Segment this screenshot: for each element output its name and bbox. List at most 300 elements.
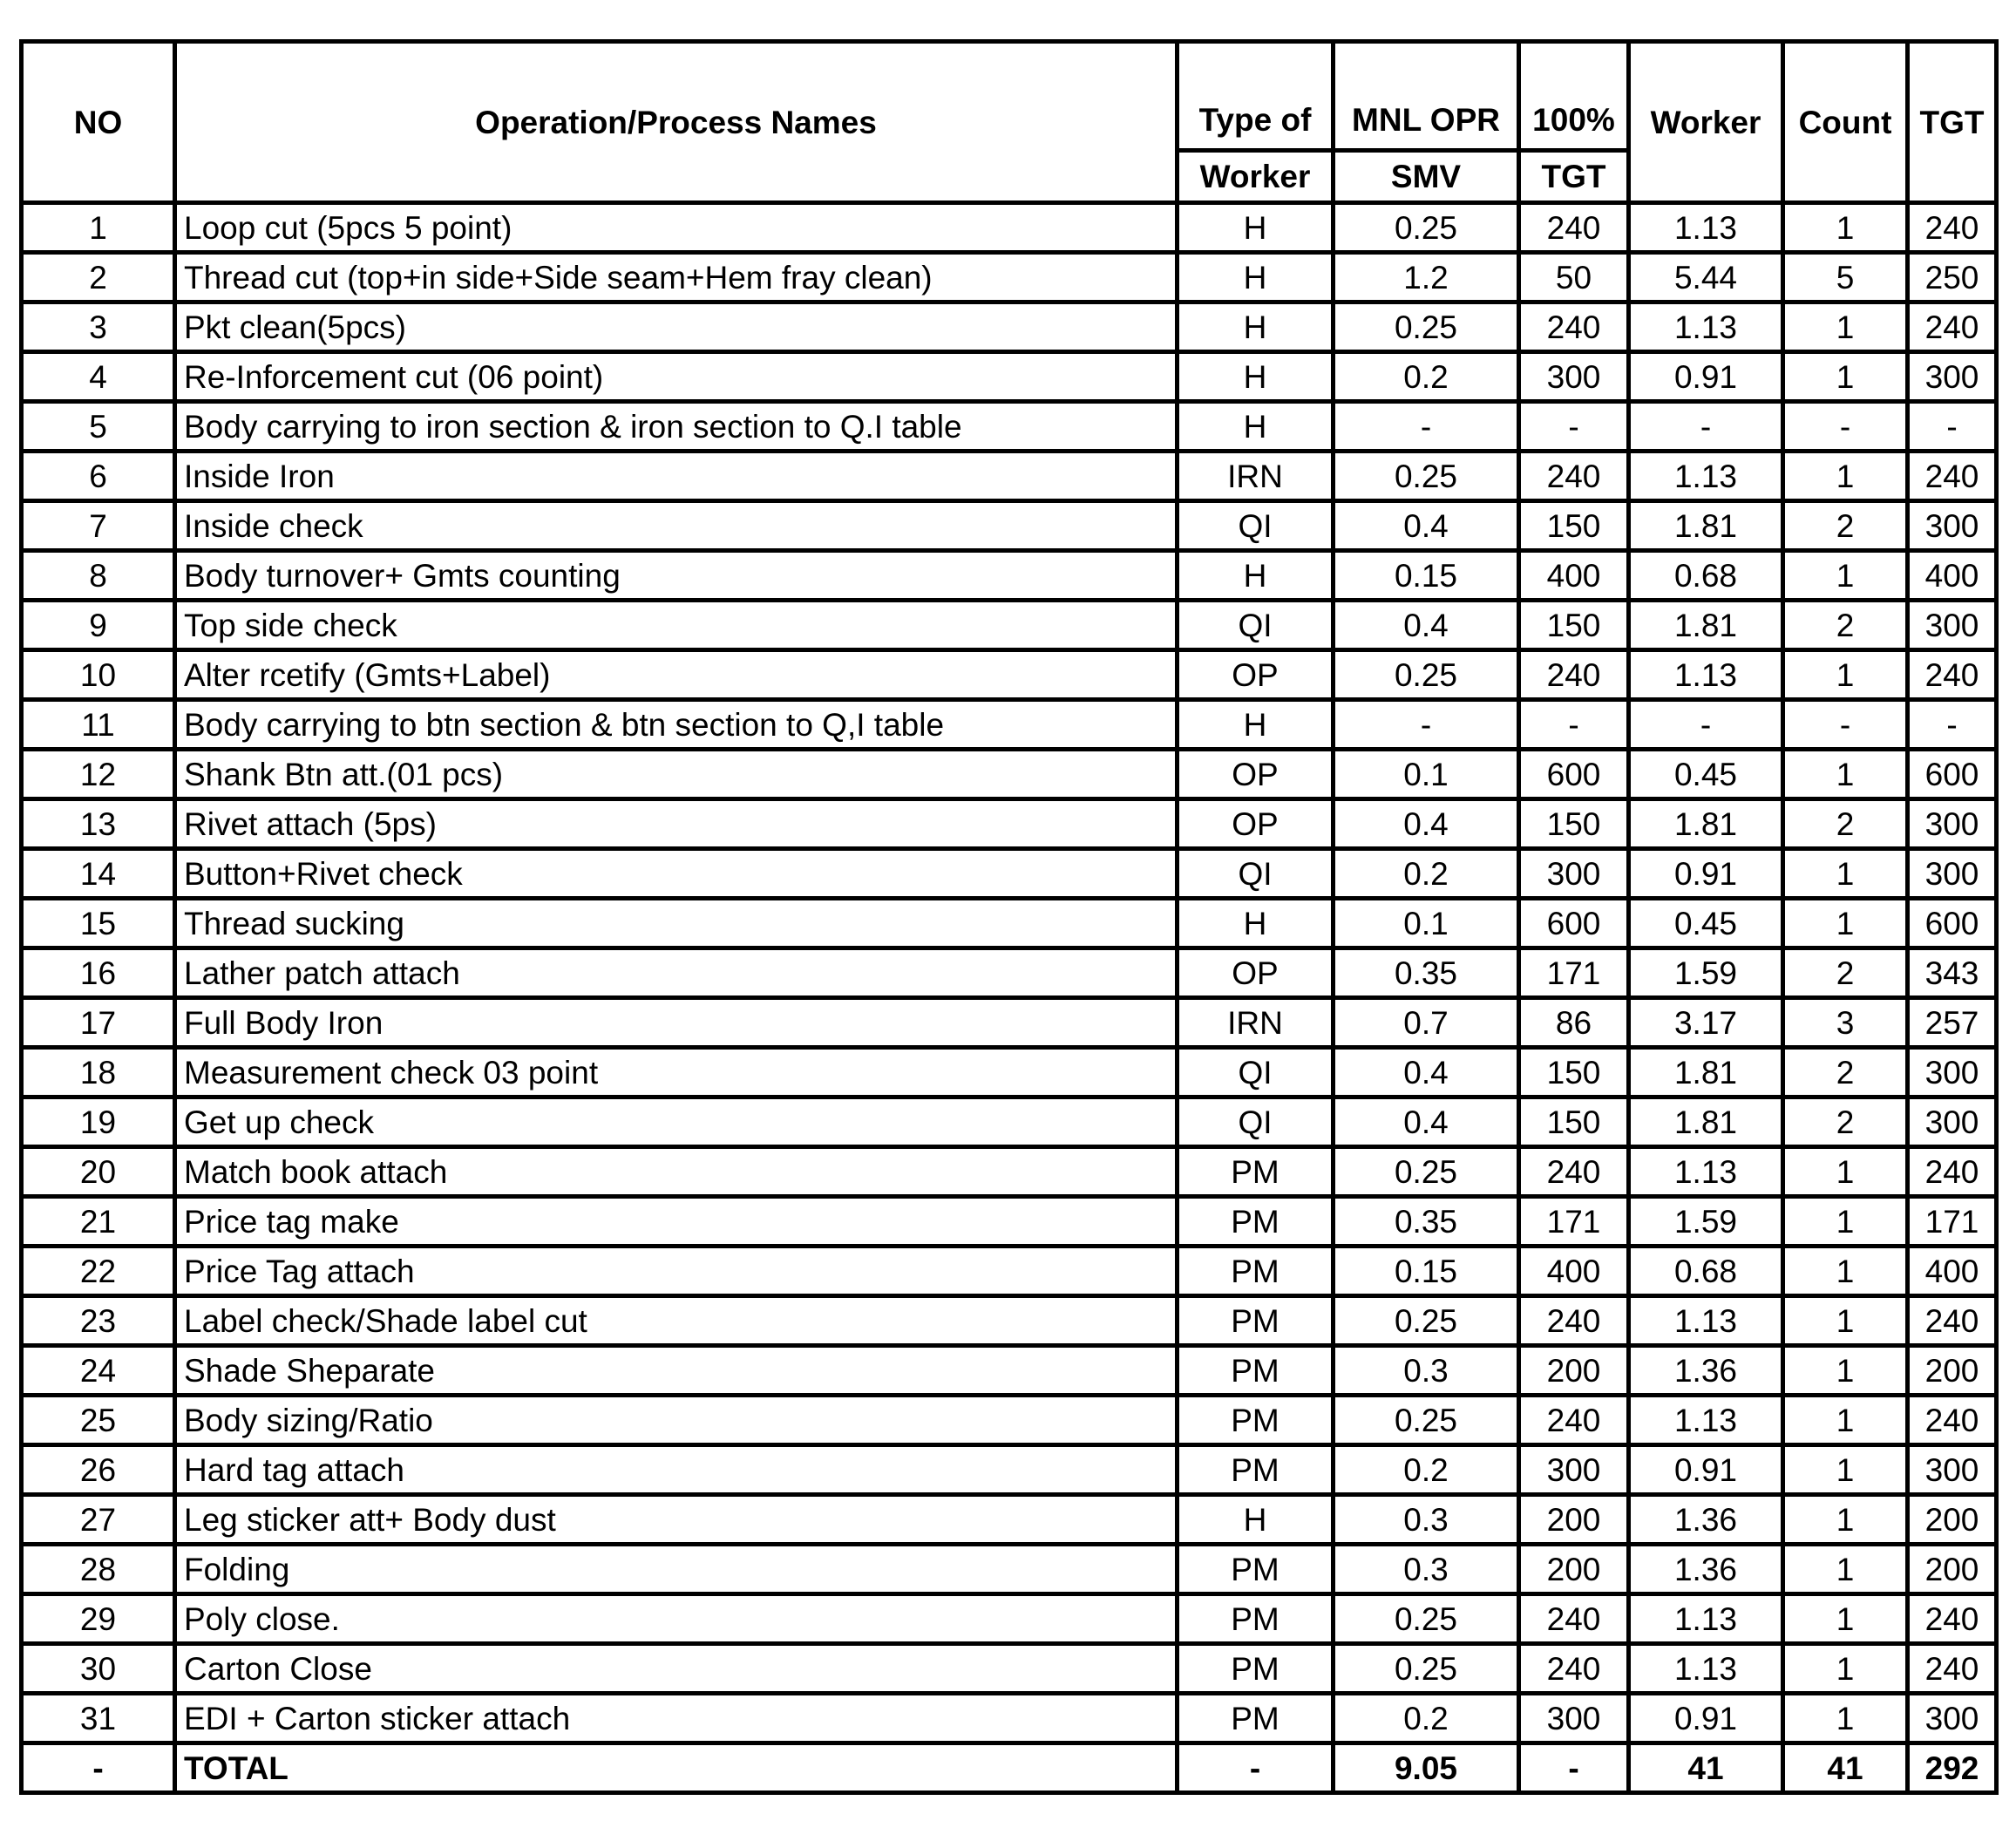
tgt-100-cell: 300 (1519, 849, 1629, 899)
count-cell: 1 (1783, 302, 1908, 352)
tgt-cell: 300 (1908, 352, 1997, 402)
worker-cell: 1.13 (1629, 452, 1783, 501)
tgt-cell: 240 (1908, 203, 1997, 253)
tgt-cell: 600 (1908, 750, 1997, 799)
tgt-100-cell: - (1519, 1743, 1629, 1793)
smv-cell: 0.35 (1334, 1197, 1519, 1247)
tgt-100-cell: 240 (1519, 302, 1629, 352)
smv-cell: 0.25 (1334, 1644, 1519, 1694)
worker-type-cell: QI (1178, 849, 1334, 899)
smv-cell: 0.25 (1334, 1594, 1519, 1644)
worker-cell: 1.81 (1629, 1048, 1783, 1097)
worker-type-cell: H (1178, 352, 1334, 402)
worker-cell: 1.13 (1629, 1644, 1783, 1694)
table-row (22, 501, 1997, 551)
tgt-100-cell: 240 (1519, 1396, 1629, 1445)
table-row (22, 1396, 1997, 1445)
count-cell: 1 (1783, 1197, 1908, 1247)
count-cell: 2 (1783, 948, 1908, 998)
table-row (22, 1545, 1997, 1594)
table-row (22, 203, 1997, 253)
operation-name-cell: TOTAL (175, 1743, 1178, 1793)
tgt-100-cell: 400 (1519, 1247, 1629, 1296)
operation-name-cell: Label check/Shade label cut (175, 1296, 1178, 1346)
smv-cell: 0.25 (1334, 1396, 1519, 1445)
smv-cell: 0.4 (1334, 1048, 1519, 1097)
tgt-cell: 200 (1908, 1346, 1997, 1396)
count-cell: 2 (1783, 799, 1908, 849)
worker-type-cell: H (1178, 253, 1334, 302)
row-no-cell: 15 (22, 899, 175, 948)
count-cell: 1 (1783, 203, 1908, 253)
count-cell: 5 (1783, 253, 1908, 302)
table-row (22, 352, 1997, 402)
table-row (22, 1247, 1997, 1296)
worker-type-cell: OP (1178, 948, 1334, 998)
worker-type-cell: PM (1178, 1644, 1334, 1694)
header-no: NO (22, 42, 175, 203)
table-row (22, 1644, 1997, 1694)
table-row (22, 948, 1997, 998)
operation-name-cell: Price tag make (175, 1197, 1178, 1247)
row-no-cell: 6 (22, 452, 175, 501)
count-cell: - (1783, 402, 1908, 452)
count-cell: 1 (1783, 1296, 1908, 1346)
count-cell: 1 (1783, 650, 1908, 700)
row-no-cell: 3 (22, 302, 175, 352)
smv-cell: 9.05 (1334, 1743, 1519, 1793)
tgt-100-cell: 150 (1519, 501, 1629, 551)
tgt-100-cell: 240 (1519, 650, 1629, 700)
tgt-cell: 240 (1908, 1296, 1997, 1346)
worker-type-cell: IRN (1178, 452, 1334, 501)
tgt-100-cell: 150 (1519, 1097, 1629, 1147)
smv-cell: 0.25 (1334, 1147, 1519, 1197)
worker-cell: 41 (1629, 1743, 1783, 1793)
tgt-100-cell: 300 (1519, 352, 1629, 402)
row-no-cell: 9 (22, 601, 175, 650)
worker-cell: 0.91 (1629, 1694, 1783, 1743)
worker-type-cell: QI (1178, 1048, 1334, 1097)
table-row (22, 849, 1997, 899)
smv-cell: 0.25 (1334, 1296, 1519, 1346)
row-no-cell: - (22, 1743, 175, 1793)
tgt-cell: 400 (1908, 551, 1997, 601)
operation-name-cell: Shank Btn att.(01 pcs) (175, 750, 1178, 799)
count-cell: 1 (1783, 750, 1908, 799)
worker-type-cell: PM (1178, 1545, 1334, 1594)
row-no-cell: 29 (22, 1594, 175, 1644)
worker-type-cell: H (1178, 402, 1334, 452)
count-cell: 41 (1783, 1743, 1908, 1793)
worker-cell: 0.91 (1629, 1445, 1783, 1495)
tgt-cell: 292 (1908, 1743, 1997, 1793)
table-body (22, 203, 1997, 1793)
worker-cell: 5.44 (1629, 253, 1783, 302)
worker-type-cell: PM (1178, 1296, 1334, 1346)
worker-cell: 3.17 (1629, 998, 1783, 1048)
worker-cell: 1.36 (1629, 1346, 1783, 1396)
tgt-100-cell: 400 (1519, 551, 1629, 601)
tgt-cell: 600 (1908, 899, 1997, 948)
tgt-100-cell: 171 (1519, 1197, 1629, 1247)
tgt-100-cell: 240 (1519, 1594, 1629, 1644)
tgt-100-cell: - (1519, 700, 1629, 750)
smv-cell: 0.3 (1334, 1545, 1519, 1594)
count-cell: - (1783, 700, 1908, 750)
row-no-cell: 16 (22, 948, 175, 998)
tgt-100-cell: 150 (1519, 601, 1629, 650)
table-row (22, 1197, 1997, 1247)
operation-name-cell: Body carrying to btn section & btn section to Q,I table (175, 700, 1178, 750)
operation-name-cell: Body carrying to iron section & iron section to Q.I table (175, 402, 1178, 452)
header-100-tgt: TGT (1519, 151, 1629, 203)
row-no-cell: 10 (22, 650, 175, 700)
smv-cell: 0.25 (1334, 302, 1519, 352)
tgt-100-cell: 240 (1519, 452, 1629, 501)
operation-breakdown-table (19, 39, 1999, 1795)
worker-cell: 0.45 (1629, 750, 1783, 799)
smv-cell: 0.4 (1334, 601, 1519, 650)
row-no-cell: 17 (22, 998, 175, 1048)
worker-type-cell: OP (1178, 650, 1334, 700)
worker-cell: 1.59 (1629, 1197, 1783, 1247)
count-cell: 1 (1783, 352, 1908, 402)
tgt-cell: 343 (1908, 948, 1997, 998)
smv-cell: 1.2 (1334, 253, 1519, 302)
operation-name-cell: Body sizing/Ratio (175, 1396, 1178, 1445)
smv-cell: 0.2 (1334, 352, 1519, 402)
worker-type-cell: H (1178, 302, 1334, 352)
tgt-100-cell: 86 (1519, 998, 1629, 1048)
count-cell: 1 (1783, 1644, 1908, 1694)
worker-type-cell: PM (1178, 1445, 1334, 1495)
smv-cell: 0.4 (1334, 799, 1519, 849)
tgt-cell: 240 (1908, 1396, 1997, 1445)
table-row (22, 899, 1997, 948)
row-no-cell: 11 (22, 700, 175, 750)
tgt-100-cell: 240 (1519, 1147, 1629, 1197)
smv-cell: 0.1 (1334, 750, 1519, 799)
operation-name-cell: Loop cut (5pcs 5 point) (175, 203, 1178, 253)
table-row (22, 650, 1997, 700)
tgt-cell: 171 (1908, 1197, 1997, 1247)
smv-cell: 0.2 (1334, 849, 1519, 899)
operation-name-cell: Rivet attach (5ps) (175, 799, 1178, 849)
count-cell: 1 (1783, 452, 1908, 501)
smv-cell: 0.25 (1334, 452, 1519, 501)
row-no-cell: 1 (22, 203, 175, 253)
smv-cell: 0.2 (1334, 1694, 1519, 1743)
worker-cell: 1.13 (1629, 1396, 1783, 1445)
table-row (22, 1694, 1997, 1743)
worker-cell: 0.45 (1629, 899, 1783, 948)
header-type-of: Type of (1178, 42, 1334, 151)
operation-name-cell: Thread cut (top+in side+Side seam+Hem fray clean) (175, 253, 1178, 302)
header-worker: Worker (1629, 42, 1783, 203)
tgt-cell: 257 (1908, 998, 1997, 1048)
table-row (22, 402, 1997, 452)
table-row (22, 601, 1997, 650)
row-no-cell: 30 (22, 1644, 175, 1694)
worker-type-cell: H (1178, 700, 1334, 750)
count-cell: 2 (1783, 601, 1908, 650)
smv-cell: 0.4 (1334, 501, 1519, 551)
count-cell: 1 (1783, 899, 1908, 948)
count-cell: 1 (1783, 1694, 1908, 1743)
count-cell: 1 (1783, 551, 1908, 601)
smv-cell: 0.15 (1334, 551, 1519, 601)
tgt-100-cell: 600 (1519, 750, 1629, 799)
tgt-cell: 240 (1908, 1147, 1997, 1197)
row-no-cell: 7 (22, 501, 175, 551)
tgt-100-cell: 300 (1519, 1445, 1629, 1495)
worker-cell: 0.68 (1629, 551, 1783, 601)
worker-cell: 1.13 (1629, 1594, 1783, 1644)
operation-name-cell: Inside check (175, 501, 1178, 551)
row-no-cell: 18 (22, 1048, 175, 1097)
tgt-cell: 300 (1908, 1048, 1997, 1097)
count-cell: 1 (1783, 1594, 1908, 1644)
row-no-cell: 2 (22, 253, 175, 302)
table-row (22, 1445, 1997, 1495)
row-no-cell: 4 (22, 352, 175, 402)
table-row (22, 1048, 1997, 1097)
worker-type-cell: QI (1178, 1097, 1334, 1147)
tgt-100-cell: 240 (1519, 203, 1629, 253)
smv-cell: 0.35 (1334, 948, 1519, 998)
operation-name-cell: Hard tag attach (175, 1445, 1178, 1495)
operation-name-cell: Folding (175, 1545, 1178, 1594)
operation-name-cell: Top side check (175, 601, 1178, 650)
row-no-cell: 8 (22, 551, 175, 601)
tgt-cell: 300 (1908, 601, 1997, 650)
tgt-100-cell: 300 (1519, 1694, 1629, 1743)
count-cell: 1 (1783, 1545, 1908, 1594)
worker-cell: 1.81 (1629, 1097, 1783, 1147)
row-no-cell: 22 (22, 1247, 175, 1296)
operation-name-cell: Inside Iron (175, 452, 1178, 501)
tgt-100-cell: 150 (1519, 1048, 1629, 1097)
operation-name-cell: Match book attach (175, 1147, 1178, 1197)
smv-cell: - (1334, 402, 1519, 452)
worker-cell: 0.91 (1629, 352, 1783, 402)
tgt-cell: - (1908, 700, 1997, 750)
table-row (22, 1346, 1997, 1396)
worker-type-cell: OP (1178, 799, 1334, 849)
smv-cell: 0.2 (1334, 1445, 1519, 1495)
worker-cell: 1.81 (1629, 501, 1783, 551)
smv-cell: 0.4 (1334, 1097, 1519, 1147)
header-worker-type: Worker (1178, 151, 1334, 203)
worker-type-cell: PM (1178, 1396, 1334, 1445)
tgt-100-cell: 171 (1519, 948, 1629, 998)
header-tgt: TGT (1908, 42, 1997, 203)
worker-cell: 1.81 (1629, 601, 1783, 650)
worker-type-cell: PM (1178, 1247, 1334, 1296)
operation-name-cell: Pkt clean(5pcs) (175, 302, 1178, 352)
worker-type-cell: H (1178, 899, 1334, 948)
tgt-cell: 300 (1908, 849, 1997, 899)
worker-cell: - (1629, 700, 1783, 750)
table-row (22, 998, 1997, 1048)
table-row (22, 1147, 1997, 1197)
header-count: Count (1783, 42, 1908, 203)
tgt-cell: 240 (1908, 1594, 1997, 1644)
row-no-cell: 5 (22, 402, 175, 452)
table-header (22, 42, 1997, 203)
count-cell: 2 (1783, 501, 1908, 551)
row-no-cell: 31 (22, 1694, 175, 1743)
operation-name-cell: Body turnover+ Gmts counting (175, 551, 1178, 601)
worker-cell: 1.81 (1629, 799, 1783, 849)
operation-name-cell: EDI + Carton sticker attach (175, 1694, 1178, 1743)
operation-name-cell: Thread sucking (175, 899, 1178, 948)
operation-name-cell: Poly close. (175, 1594, 1178, 1644)
count-cell: 1 (1783, 849, 1908, 899)
count-cell: 1 (1783, 1346, 1908, 1396)
smv-cell: 0.3 (1334, 1495, 1519, 1545)
table-row (22, 551, 1997, 601)
operation-name-cell: Shade Sheparate (175, 1346, 1178, 1396)
worker-cell: 1.13 (1629, 1296, 1783, 1346)
tgt-100-cell: 240 (1519, 1644, 1629, 1694)
worker-cell: 1.36 (1629, 1545, 1783, 1594)
header-100-percent: 100% (1519, 42, 1629, 151)
worker-cell: 1.36 (1629, 1495, 1783, 1545)
total-row (22, 1743, 1997, 1793)
row-no-cell: 25 (22, 1396, 175, 1445)
table-row (22, 1296, 1997, 1346)
row-no-cell: 12 (22, 750, 175, 799)
row-no-cell: 13 (22, 799, 175, 849)
smv-cell: 0.1 (1334, 899, 1519, 948)
row-no-cell: 20 (22, 1147, 175, 1197)
tgt-100-cell: 50 (1519, 253, 1629, 302)
operation-name-cell: Lather patch attach (175, 948, 1178, 998)
row-no-cell: 21 (22, 1197, 175, 1247)
header-smv: SMV (1334, 151, 1519, 203)
table-row (22, 750, 1997, 799)
tgt-100-cell: 200 (1519, 1495, 1629, 1545)
worker-type-cell: OP (1178, 750, 1334, 799)
operation-name-cell: Alter rcetify (Gmts+Label) (175, 650, 1178, 700)
operation-name-cell: Re-Inforcement cut (06 point) (175, 352, 1178, 402)
operation-name-cell: Price Tag attach (175, 1247, 1178, 1296)
worker-cell: - (1629, 402, 1783, 452)
tgt-100-cell: 600 (1519, 899, 1629, 948)
worker-type-cell: PM (1178, 1694, 1334, 1743)
row-no-cell: 14 (22, 849, 175, 899)
row-no-cell: 27 (22, 1495, 175, 1545)
row-no-cell: 24 (22, 1346, 175, 1396)
table-row (22, 1495, 1997, 1545)
header-operation-name: Operation/Process Names (175, 42, 1178, 203)
worker-type-cell: PM (1178, 1197, 1334, 1247)
table-row (22, 700, 1997, 750)
worker-type-cell: QI (1178, 501, 1334, 551)
operation-name-cell: Button+Rivet check (175, 849, 1178, 899)
smv-cell: 0.15 (1334, 1247, 1519, 1296)
tgt-cell: 240 (1908, 650, 1997, 700)
worker-type-cell: H (1178, 551, 1334, 601)
worker-type-cell: QI (1178, 601, 1334, 650)
smv-cell: 0.7 (1334, 998, 1519, 1048)
tgt-100-cell: 200 (1519, 1346, 1629, 1396)
tgt-cell: 300 (1908, 501, 1997, 551)
smv-cell: 0.25 (1334, 650, 1519, 700)
row-no-cell: 26 (22, 1445, 175, 1495)
count-cell: 3 (1783, 998, 1908, 1048)
worker-cell: 1.13 (1629, 1147, 1783, 1197)
operation-name-cell: Get up check (175, 1097, 1178, 1147)
tgt-cell: 200 (1908, 1495, 1997, 1545)
smv-cell: 0.25 (1334, 203, 1519, 253)
count-cell: 1 (1783, 1495, 1908, 1545)
worker-type-cell: PM (1178, 1594, 1334, 1644)
table-row (22, 1097, 1997, 1147)
worker-cell: 0.68 (1629, 1247, 1783, 1296)
worker-type-cell: H (1178, 1495, 1334, 1545)
operation-name-cell: Measurement check 03 point (175, 1048, 1178, 1097)
worker-cell: 0.91 (1629, 849, 1783, 899)
worker-cell: 1.13 (1629, 650, 1783, 700)
row-no-cell: 19 (22, 1097, 175, 1147)
tgt-100-cell: 240 (1519, 1296, 1629, 1346)
worker-cell: 1.13 (1629, 203, 1783, 253)
worker-type-cell: - (1178, 1743, 1334, 1793)
worker-cell: 1.59 (1629, 948, 1783, 998)
tgt-cell: - (1908, 402, 1997, 452)
tgt-cell: 240 (1908, 302, 1997, 352)
table-row (22, 1594, 1997, 1644)
worker-type-cell: H (1178, 203, 1334, 253)
tgt-cell: 400 (1908, 1247, 1997, 1296)
tgt-cell: 300 (1908, 1097, 1997, 1147)
operation-name-cell: Carton Close (175, 1644, 1178, 1694)
count-cell: 1 (1783, 1247, 1908, 1296)
count-cell: 1 (1783, 1445, 1908, 1495)
tgt-100-cell: 150 (1519, 799, 1629, 849)
worker-type-cell: IRN (1178, 998, 1334, 1048)
tgt-cell: 250 (1908, 253, 1997, 302)
worker-type-cell: PM (1178, 1346, 1334, 1396)
worker-cell: 1.13 (1629, 302, 1783, 352)
tgt-cell: 300 (1908, 1694, 1997, 1743)
row-no-cell: 28 (22, 1545, 175, 1594)
count-cell: 1 (1783, 1147, 1908, 1197)
tgt-100-cell: - (1519, 402, 1629, 452)
header-mnl-opr: MNL OPR (1334, 42, 1519, 151)
table-row (22, 452, 1997, 501)
table-row (22, 302, 1997, 352)
smv-cell: 0.3 (1334, 1346, 1519, 1396)
row-no-cell: 23 (22, 1296, 175, 1346)
tgt-cell: 200 (1908, 1545, 1997, 1594)
tgt-100-cell: 200 (1519, 1545, 1629, 1594)
tgt-cell: 240 (1908, 1644, 1997, 1694)
worker-type-cell: PM (1178, 1147, 1334, 1197)
table-row (22, 253, 1997, 302)
table-row (22, 799, 1997, 849)
count-cell: 2 (1783, 1048, 1908, 1097)
count-cell: 1 (1783, 1396, 1908, 1445)
smv-cell: - (1334, 700, 1519, 750)
tgt-cell: 300 (1908, 799, 1997, 849)
tgt-cell: 300 (1908, 1445, 1997, 1495)
operation-name-cell: Full Body Iron (175, 998, 1178, 1048)
operation-name-cell: Leg sticker att+ Body dust (175, 1495, 1178, 1545)
